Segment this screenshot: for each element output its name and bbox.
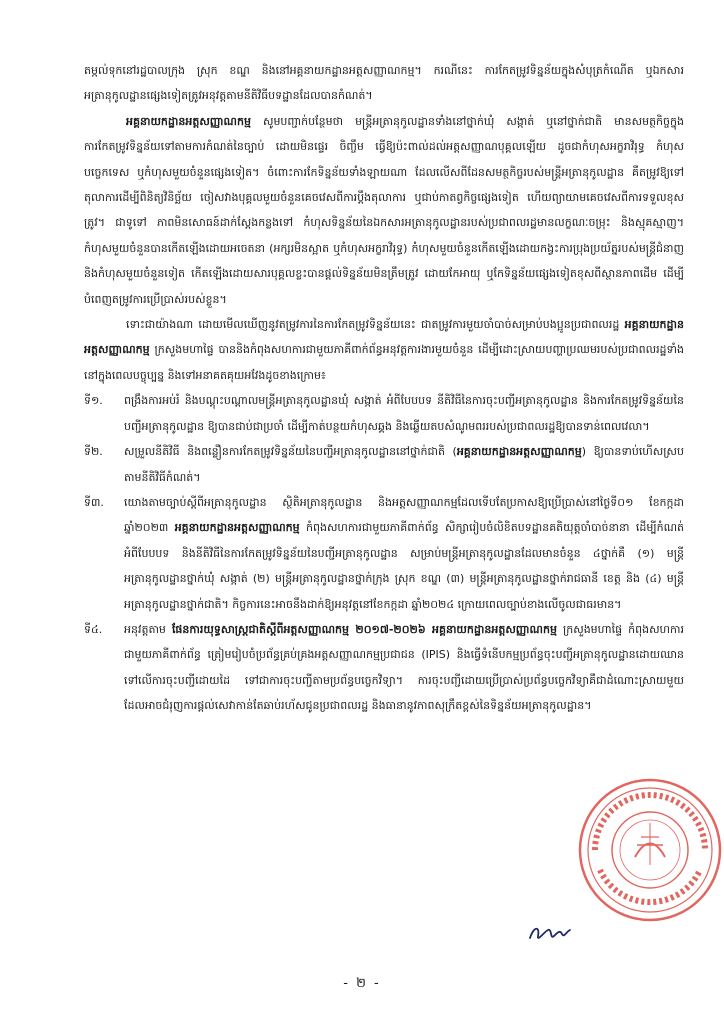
item-text-body: សម្រួលនីតិវិធី និងពន្លឿនការកែតម្រូវទិន្នន័យនៃបញ្ជីអត្រានុកូលដ្ឋាននៅថ្នាក់ជាតិ ( <box>124 445 457 459</box>
item-text <box>124 439 684 490</box>
item-text-after: កំពុងសហការជាមួយភាគីពាក់ព័ន្ធ សិក្សារៀបចំលិខិតបទដ្ឋានគតិយុត្តចាំបាច់នានា ដើម្បីកំណត់អំពីបែបបទ និងនីតិវិធីនៃការកែតម្រូវទិន្នន័យនៃបញ្ជីអត្រានុកូលដ្ឋាន សម្រាប់មន្ត្រីអត្រានុកូលដ្ឋានដែលមានចំនួន ៤ថ្នាក់គឺ (១) មន្ត្រីអត្រានុកូលដ្ឋានថ្នាក់ឃុំ សង្កាត់ (២) មន្ត្រីអត្រានុកូលដ្ឋានថ្នាក់ក្រុង ស្រុក ខណ្ឌ (៣) មន្ត្រីអត្រានុកូលដ្ឋានថ្នាក់រាជធានី ខេត្ត និង (៤) មន្ត្រីអត្រានុកូលដ្ឋានថ្នាក់ជាតិ។ កិច្ចការនេះអាចនឹងដាក់ឱ្យអនុវត្តនៅខែកក្កដា ឆ្នាំ២០២៤ ក្រោយពេលច្បាប់ខាងលើចូលជាធរមាន។ <box>124 521 684 611</box>
item-number: ទី៤. <box>84 622 103 636</box>
item-number: ទី២. <box>84 445 103 459</box>
item-bold-phrase: ផែនការយុទ្ធសាស្ត្រជាតិស្តីពីអត្តសញ្ញាណកម្ម ២០១៧-២០២៦ អគ្គនាយកដ្ឋានអត្តសញ្ញាណកម្ម <box>171 622 557 636</box>
item-text-after: ) ឱ្យបានទាប់ហើសស្របតាមនីតិវិធីកំណត់។ <box>124 445 684 484</box>
paragraph-lead-bold: អគ្គនាយកដ្ឋានអត្តសញ្ញាណកម្ម <box>126 114 251 128</box>
paragraph-text: សូមបញ្ជាក់បន្ថែមថា មន្ត្រីអត្រានុកូលដ្ឋានទាំងនៅថ្នាក់ឃុំ សង្កាត់ ឬនៅថ្នាក់ជាតិ មានសមត្ថកិច្ចក្នុងការកែតម្រូវទិន្នន័យទៅតាមការកំណត់នៃច្បាប់ ដោយមិនផ្ទេរ ចិញ្ចឹម ធ្វើឱ្យប៉ះពាល់ដល់អត្តសញ្ញាណបុគ្គលឡើយ ដូចជាកំហុសអក្ខរាវិរុទ្ធ កំហុសបច្ចេកទេស ឬកំហុសមួយចំនួនផ្សេងទៀត។ ចំពោះការកែទិន្នន័យទាំងឡាយណា ដែលលើសពីដែនសមត្ថកិច្ចរបស់មន្ត្រីអត្រានុកូលដ្ឋាន គឺតម្រូវឱ្យទៅតុលាការដើម្បីពិនិត្យវិនិច្ឆ័យ ចៀសវាងបុគ្គលមួយចំនួនគេចវេសពីការប្តឹងតុលាការ ឬជាប់កាតព្វកិច្ចផ្សេងទៀត ហើយព្យាយាមគេចវេសពីការទទួលខុសត្រូវ។ ជាទូទៅ ភាពមិនសោធន៍ដាក់ស្តែងកន្លងទៅ កំហុសទិន្នន័យនៃឯកសារអត្រានុកូលដ្ឋានរបស់ប្រជាពលរដ្ឋមានលក្ខណៈចម្រុះ និងស្មុគស្មាញ។ កំហុសមួយចំនួនបានកើតឡើងដោយអចេតនា (អក្សរមិនស្អាត ឬកំហុសអក្ខរាវិរុទ្ធ) កំហុសមួយចំនួនកើតឡើងដោយកង្វះការប្រុងប្រយ័ត្នរបស់មន្ត្រីជំនាញ និងកំហុសមួយចំនួនទៀត កើតឡើងដោយសារបុគ្គលខ្លះបានផ្តល់ទិន្នន័យមិនត្រឹមត្រូវ ដោយកែអាយុ ឬកែទិន្នន័យផ្សេងទៀតខុសពីស្ថានភាពដើម ដើម្បីបំពេញតម្រូវការប្រើប្រាស់របស់ខ្លួន។ <box>84 114 684 306</box>
list-item-2 <box>84 439 684 490</box>
list-item-1 <box>84 388 684 439</box>
document-body <box>84 58 684 719</box>
signature-initials <box>526 920 572 946</box>
item-text <box>124 617 684 719</box>
list-item-3 <box>84 490 684 617</box>
item-text-body: យោងតាមច្បាប់ស្តីពីអត្រានុកូលដ្ឋាន ស្ថិតិអត្រានុកូលដ្ឋាន និងអត្តសញ្ញាណកម្មដែលទើបតែប្រកាសឱ្យប្រើប្រាស់នៅថ្ងៃទី០១ ខែកក្កដា ឆ្នាំ២០២៣ <box>124 495 684 535</box>
page-number: - ២ - <box>343 976 381 991</box>
official-seal-stamp <box>575 775 724 925</box>
item-number: ទី៣. <box>84 495 104 509</box>
list-item-4 <box>84 617 684 719</box>
item-text-after: ក្រសួងមហាផ្ទៃ កំពុងសហការជាមួយភាគីពាក់ព័ន្ធ ត្រៀមរៀបចំប្រព័ន្ធគ្រប់គ្រងអត្តសញ្ញាណកម្មប្រជាជន (IPIS) និងធ្វើទំនើបកម្មប្រព័ន្ធចុះបញ្ជីអត្រានុកូលដ្ឋានដោយឈានទៅលើការចុះបញ្ជីដោយដៃ ទៅជាការចុះបញ្ជីតាមប្រព័ន្ធបច្ចេកវិទ្យា។ ការចុះបញ្ជីដោយប្រើប្រាស់ប្រព័ន្ធបច្ចេកវិទ្យាគឺជាដំណោះស្រាយមួយ ដែលអាចជំរុញការផ្តល់សេវាកាន់តែឆាប់រហ័សជូនប្រជាពលរដ្ឋ និងធានានូវភាពសុក្រឹតខ្ពស់នៃទិន្នន័យអត្រានុកូលដ្ឋាន។ <box>124 622 684 713</box>
item-text-body: អនុវត្តតាម <box>124 622 172 636</box>
paragraph-measures-intro <box>84 312 684 388</box>
item-text-body: ពង្រឹងការអប់រំ និងបណ្តុះបណ្តាលមន្ត្រីអត្រានុកូលដ្ឋានឃុំ សង្កាត់ អំពីបែបបទ នីតិវិធីនៃការចុះបញ្ជីអត្រានុកូលដ្ឋាន និងការកែតម្រូវទិន្នន័យនៃបញ្ជីអត្រានុកូលដ្ឋាន ឱ្យបានជាប់ជាប្រចាំ ដើម្បីកាត់បន្ថយកំហុសឆ្គង និងឆ្លើយតបសំណូមពររបស់ប្រជាពលរដ្ឋឱ្យបានទាន់ពេលវេលា។ <box>124 394 684 433</box>
paragraph-text: ទោះជាយ៉ាងណា ដោយមើលឃើញនូវតម្រូវការនៃការកែតម្រូវទិន្នន័យនេះ ជាតម្រូវការមួយចាំបាច់សម្រាប់បងប្អូនប្រជាពលរដ្ឋ <box>126 318 625 332</box>
item-text <box>124 388 684 439</box>
paragraph-general-department-note <box>84 109 684 312</box>
item-number: ទី១. <box>84 394 103 408</box>
paragraph-text-after: ក្រសួងមហាផ្ទៃ បាននិងកំពុងសហការជាមួយភាគីពាក់ព័ន្ធអនុវត្តការងារមួយចំនួន ដើម្បីដោះស្រាយបញ្ហាប្រឈមរបស់ប្រជាពលរដ្ឋទាំងនៅក្នុងពេលបច្ចុប្បន្ន និងទៅអនាគតគុយអវែងដូចខាងក្រោម៖ <box>84 343 684 382</box>
item-text <box>124 490 684 617</box>
paragraph-continuation <box>84 58 684 109</box>
paragraph-text: តម្កល់ទុកនៅរដ្ឋបាលក្រុង ស្រុក ខណ្ឌ និងនៅអគ្គនាយកដ្ឋានអត្តសញ្ញាណកម្ម។ ករណីនេះ ការកែតម្រូវទិន្នន័យក្នុងសំបុត្រកំណើត ឬឯកសារអត្រានុកូលដ្ឋានផ្សេងទៀតត្រូវអនុវត្តតាមនីតិវិធីបទដ្ឋានដែលបានកំណត់។ <box>84 64 684 103</box>
paragraph-bold-phrase: អគ្គនាយកដ្ឋានអត្តសញ្ញាណកម្ម <box>84 318 684 357</box>
item-bold-phrase: អគ្គនាយកដ្ឋានអត្តសញ្ញាណកម្ម <box>174 521 300 535</box>
item-bold-phrase: អគ្គនាយកដ្ឋានអត្តសញ្ញាណកម្ម <box>456 445 582 459</box>
